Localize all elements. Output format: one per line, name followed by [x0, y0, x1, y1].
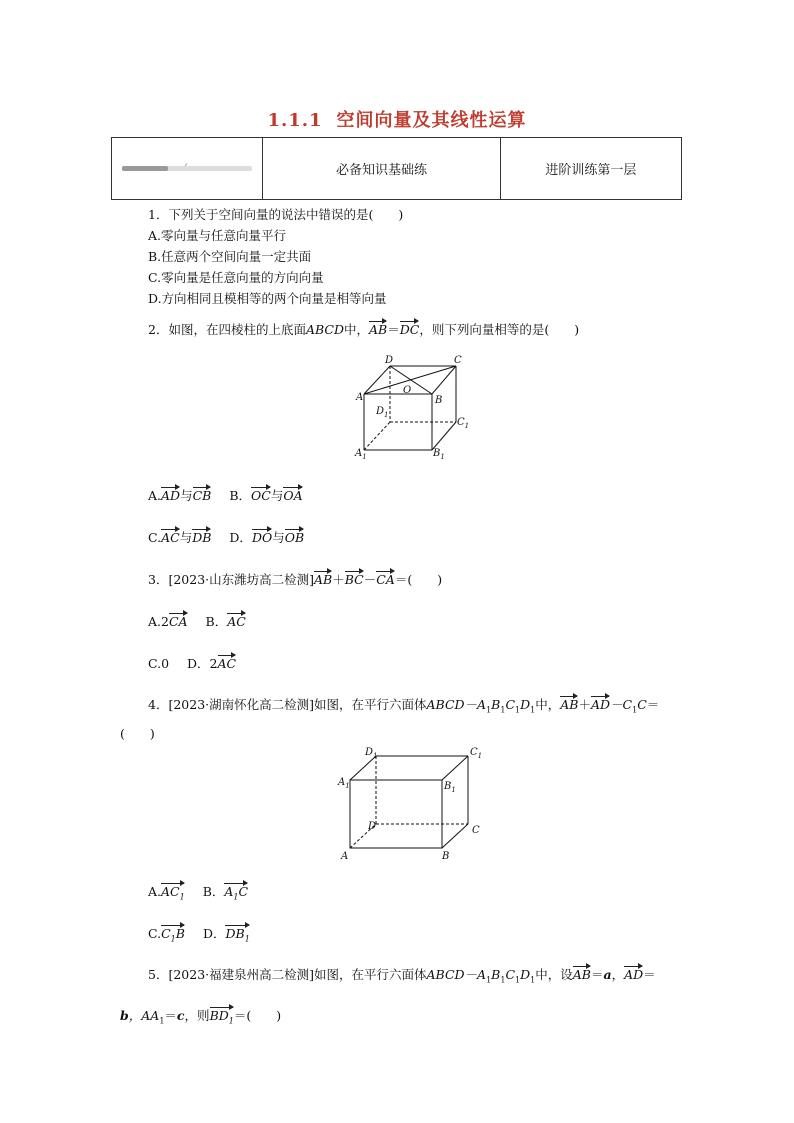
label-B1: $B_1$	[433, 448, 445, 461]
progress-bar	[122, 166, 252, 171]
page-title: 1.1.1 空间向量及其线性运算	[267, 110, 527, 131]
header-label-basic: 必备知识基础练	[263, 138, 500, 199]
q3-stem: 3．[2023·山东潍坊高二检测]AB＋BC－CA＝( )	[148, 572, 443, 587]
q4-options-ab: $A.AC_1$ B．$A_1C$	[148, 884, 249, 902]
label-C1: $C_1$	[457, 417, 470, 430]
label-B: B	[442, 851, 450, 862]
q2-options-ab: A.AD与CB B．OC与OA	[148, 488, 303, 503]
label-D1: $D_1$	[376, 406, 389, 419]
q5-stem-line2: b，$AA_1=c$，则$BD_1=$( )	[120, 1008, 282, 1026]
q4-paren: ( )	[120, 726, 155, 741]
prism-figure	[350, 352, 480, 464]
q3-options-cd: C.0 D．2AC	[148, 656, 237, 671]
parallelepiped-figure	[336, 744, 488, 862]
q1-option-b: B.任意两个空间向量一定共面	[148, 249, 312, 264]
q1-stem: 1．下列关于空间向量的说法中错误的是( )	[148, 207, 404, 222]
label-D: D	[385, 355, 394, 366]
label-D: D	[368, 821, 377, 832]
q1-option-d: D.方向相同且模相等的两个向量是相等向量	[148, 291, 387, 306]
label-A: A	[341, 851, 349, 862]
q4-options-cd: $C.C_1B$ D．$DB_1$	[148, 926, 250, 944]
label-B1: $B_1$	[444, 781, 456, 794]
q2-stem: 2．如图，在四棱柱的上底面ABCD中，AB＝DC，则下列向量相等的是( )	[148, 322, 580, 337]
q2-options-cd: C.AC与DB D．DO与OB	[148, 530, 305, 545]
progress-cell	[112, 138, 263, 199]
q1-option-a: A.零向量与任意向量平行	[148, 228, 287, 243]
q1-option-c: C.零向量是任意向量的方向向量	[148, 270, 324, 285]
label-O: O	[403, 385, 412, 396]
label-C: C	[454, 355, 462, 366]
label-D1: $D_1$	[365, 747, 378, 760]
label-C: C	[472, 825, 480, 836]
label-B: B	[435, 395, 443, 406]
progress-fill	[122, 166, 168, 171]
q3-options-ab: A.2CA B．AC	[148, 614, 246, 629]
header-label-advanced: 进阶训练第一层	[545, 163, 637, 178]
label-C1: $C_1$	[470, 747, 483, 760]
label-A1: $A_1$	[355, 448, 367, 461]
label-A1: $A_1$	[338, 777, 350, 790]
label-A: A	[356, 392, 364, 403]
q5-stem: 5．[2023·福建泉州高二检测]如图，在平行六面体$ABCD-A_1B_1C_1D_1$中，设AB＝a，AD＝	[148, 967, 656, 985]
header-table	[111, 137, 682, 200]
q4-stem: 4．[2023·湖南怀化高二检测]如图，在平行六面体$ABCD-A_1B_1C_1D_1$中，$AB+AD-C_1C=$	[148, 697, 660, 715]
